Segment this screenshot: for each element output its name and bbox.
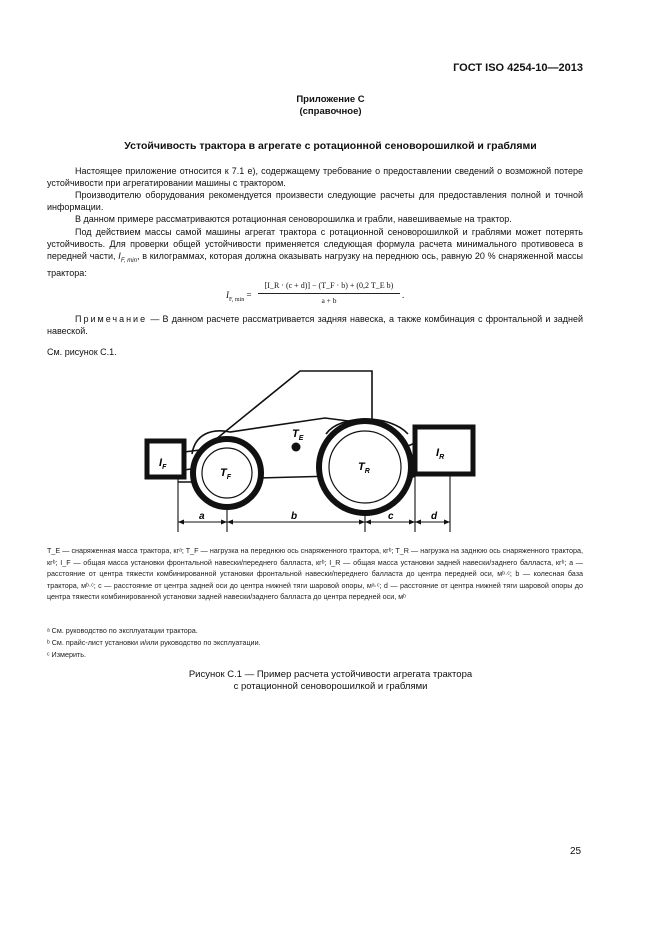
formula-fraction-bar — [258, 293, 400, 294]
paragraph-1 — [47, 165, 583, 189]
note-label: Примечание — [75, 314, 148, 324]
note-text: — В данном расчете рассматривается задняя навеска, а также комбинация с фронтальной и задней навеской. — [47, 314, 583, 336]
paragraph-3 — [47, 213, 583, 225]
label-TF: $T_F$ — [220, 467, 232, 481]
document-header: ГОСТ ISO 4254-10—2013 — [453, 62, 583, 74]
inline-var-IFmin: $I_{F, min}$ — [118, 251, 137, 264]
label-TE: $T_E$ — [292, 428, 304, 442]
paragraph-3-text: В данном примере рассматриваются ротационная сеноворошилка и грабли, навешиваемые на трактор. — [75, 214, 512, 224]
center-of-gravity-marker — [292, 443, 301, 452]
annex-subtitle: (справочное) — [299, 106, 362, 117]
annex-heading — [0, 94, 661, 118]
footnote-b: ᵇ См. прайс-лист установки и/или руководство по эксплуатации. — [47, 638, 261, 647]
rear-implement-block — [415, 427, 473, 474]
formula-denominator: a + b — [321, 296, 337, 305]
caption-line-1: Рисунок С.1 — Пример расчета устойчивости агрегата трактора — [188, 669, 473, 680]
label-IF: $I_F$ — [159, 457, 167, 471]
dim-label-a: a — [199, 511, 205, 522]
paragraph-2-text: Производителю оборудования рекомендуется произвести следующие расчеты для предоставления полной и точной информации. — [47, 190, 583, 212]
note — [47, 313, 583, 337]
paragraph-1-text: Настоящее приложение относится к 7.1 е), содержащему требование о предоставлении сведений о возможной потере устойчивости при агрегатировании машины с трактором. — [47, 166, 583, 188]
rear-wheel-tyre — [319, 421, 411, 513]
formula — [226, 281, 416, 311]
annex-title: Приложение С — [296, 94, 365, 105]
section-title: Устойчивость трактора в агрегате с ротационной сеноворошилкой и граблями — [124, 140, 537, 152]
caption-line-2: с ротационной сеноворошилкой и граблями — [233, 681, 428, 692]
page-number: 25 — [570, 846, 582, 857]
footnote-c: ᶜ Измерить. — [47, 650, 86, 659]
paragraph-2 — [47, 189, 583, 213]
paragraph-4-text-b: , в килограммах, которая должна оказывать нагрузку на переднюю ось, равную 20 % снаряженной массы трактора: — [47, 251, 583, 278]
see-figure: См. рисунок С.1. — [47, 347, 117, 357]
figure-legend: T_E — снаряженная масса трактора, кгᵃ; T_F — нагрузка на переднюю ось снаряженного трактора, кгᵇ; T_R — нагрузка на заднюю ось снаряженного трактора, кгᵇ; I_F — общая масса установки фронтальной навески/переднего балласта, кгᵇ; I_R — общая масса установки задней навески/заднего балласта, кгᵇ; a — расстояние от центра тяжести комбинированной установки фронтальной навески/переднего балласта до центра передней оси, мᵇ·ᶜ; b — колесная база трактора, мᵇ·ᶜ; c — расстояние от центра задней оси до центра нижней тяги шаровой опоры, мᵃ·ᶜ; d — расстояние от центра нижней тяги шаровой опоры до центра тяжести комбинированной установки задней навески/заднего балласта до центра передней оси, мᵇ — [47, 546, 583, 602]
paragraph-4 — [47, 226, 583, 279]
tractor-figure — [140, 366, 590, 536]
footnote-a: ᵃ См. руководство по эксплуатации трактора. — [47, 626, 198, 635]
dim-label-d: d — [431, 511, 438, 522]
front-wheel-tyre — [193, 439, 261, 507]
formula-numerator: [I_R · (c + d)] − (T_F · b) + (0,2 T_E b) — [264, 281, 394, 290]
figure-caption — [0, 669, 661, 693]
formula-period: . — [402, 290, 405, 300]
dim-label-b: b — [291, 511, 298, 522]
label-TR: $T_R$ — [358, 461, 370, 475]
formula-lhs: $I_{F, min}$ = — [226, 290, 252, 303]
front-ballast-block — [147, 441, 184, 477]
paragraph-4-text-a: Под действием массы самой машины агрегат трактора с ротационной сеноворошилкой и граблями может потерять устойчивость. Для проверки общей устойчивости применяется следующая формула расчета минимального противовеса в передней части, — [47, 227, 583, 261]
label-IR: $I_R$ — [436, 447, 445, 461]
dim-label-c: c — [388, 511, 394, 522]
